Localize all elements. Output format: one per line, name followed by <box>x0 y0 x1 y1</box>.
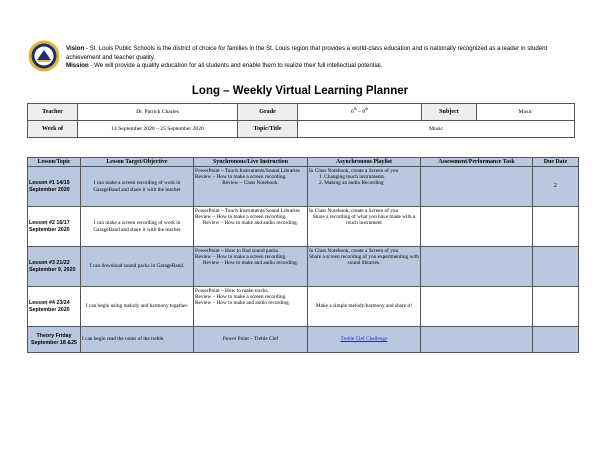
due-date-cell: 2 <box>533 167 579 207</box>
vision-mission-text <box>66 45 571 71</box>
due-date-cell <box>533 287 579 327</box>
due-date-cell <box>533 327 579 353</box>
table-header-row <box>28 158 579 167</box>
column-header: Assessment/Performance Task <box>421 158 533 167</box>
lesson-cell: Lesson #3 21/22 September 9, 2020 <box>28 247 81 287</box>
sync-cell: PowerPoint – Touch Instruments/Sound Libraries Review – How to make a screen recording. Review – How to make and audio recording. <box>194 207 308 247</box>
sync-cell: PowerPoint – Touch Instruments/Sound Libraries Review – How to make a screen recording. Review – Class Notebook. <box>194 167 308 207</box>
planner-info-table <box>27 103 575 138</box>
column-header: Lesson/Topic <box>28 158 81 167</box>
treble-clef-challenge-link[interactable]: Treble Clef Challenge <box>340 336 388 343</box>
table-row <box>28 167 579 207</box>
teacher-label: Teacher <box>28 104 78 121</box>
assessment-cell <box>421 287 533 327</box>
topic-value: Music <box>298 121 575 138</box>
column-header: Asynchronous Playlist <box>308 158 421 167</box>
target-cell: I can make a screen recording of work in GarageBand and share it with the teacher <box>81 167 194 207</box>
teacher-value: Dr. Patrick Charles <box>78 104 238 121</box>
async-cell: Make a simple melody/harmony and share it! <box>308 287 421 327</box>
topic-label: Topic/Title <box>238 121 298 138</box>
table-row <box>28 287 579 327</box>
column-header: Synchronous/Live Instruction <box>194 158 308 167</box>
subject-label: Subject <box>422 104 477 121</box>
sync-cell: Power Point – Treble Clef <box>194 327 308 353</box>
week-value: 14 September 2020 – 25 September 2020 <box>78 121 238 138</box>
column-header: Due Date <box>533 158 579 167</box>
target-cell: I can begin read the notes of the treble. <box>81 327 194 353</box>
week-label: Week of <box>28 121 78 138</box>
assessment-cell <box>421 247 533 287</box>
lesson-cell: Lesson #4 23/24 September 2020 <box>28 287 81 327</box>
target-cell: I can begin using melody and harmony together. <box>81 287 194 327</box>
table-row <box>28 247 579 287</box>
table-row <box>28 327 579 353</box>
lesson-table <box>27 157 579 353</box>
async-cell: In Class Notebook, create a Screen of you Share a recording of what you have made with a touch instrument <box>308 207 421 247</box>
async-cell <box>308 327 421 353</box>
district-seal-icon <box>28 40 60 72</box>
due-date-cell <box>533 247 579 287</box>
lesson-cell: Theory Friday September 18 &25 <box>28 327 81 353</box>
assessment-cell <box>421 327 533 353</box>
due-date-cell <box>533 207 579 247</box>
target-cell: I can download sound packs in GarageBand. <box>81 247 194 287</box>
table-row <box>28 207 579 247</box>
vision-statement: Vision - St. Louis Public Schools is the district of choice for families in the St. Louis region that provides a world-class education and is nationally recognized as a leader in student achievement and teacher quality. <box>66 45 548 61</box>
page-title: Long – Weekly Virtual Learning Planner <box>191 85 409 97</box>
async-cell: In Class Notebook, create a Screen of you 1. Changing touch instruments. 2. Making an audio Recording <box>308 167 421 207</box>
grade-value: 6th – 8th <box>298 104 422 121</box>
async-cell: In Class Notebook, create a Screen of you Share a screen recording of you experimenting with sound libraries. <box>308 247 421 287</box>
assessment-cell <box>421 167 533 207</box>
column-header: Lesson Target/Objective <box>81 158 194 167</box>
lesson-cell: Lesson #2 16/17 September 2020 <box>28 207 81 247</box>
target-cell: I can make a screen recording of work in GarageBand and share it with the teacher <box>81 207 194 247</box>
assessment-cell <box>421 207 533 247</box>
mission-statement: Mission - We will provide a quality education for all students and enable them to realize their full intellectual potential. <box>66 62 383 70</box>
subject-value: Music <box>477 104 575 121</box>
lesson-cell: Lesson #1 14/15 September 2020 <box>28 167 81 207</box>
sync-cell: PowerPoint – How to make tracks. Review – How to make a screen recording. Review – How to make and audio recording. <box>194 287 308 327</box>
sync-cell: PowerPoint – How to find sound packs. Review – How to make a screen recording. Review – How to make and audio recording. <box>194 247 308 287</box>
grade-label: Grade <box>238 104 298 121</box>
